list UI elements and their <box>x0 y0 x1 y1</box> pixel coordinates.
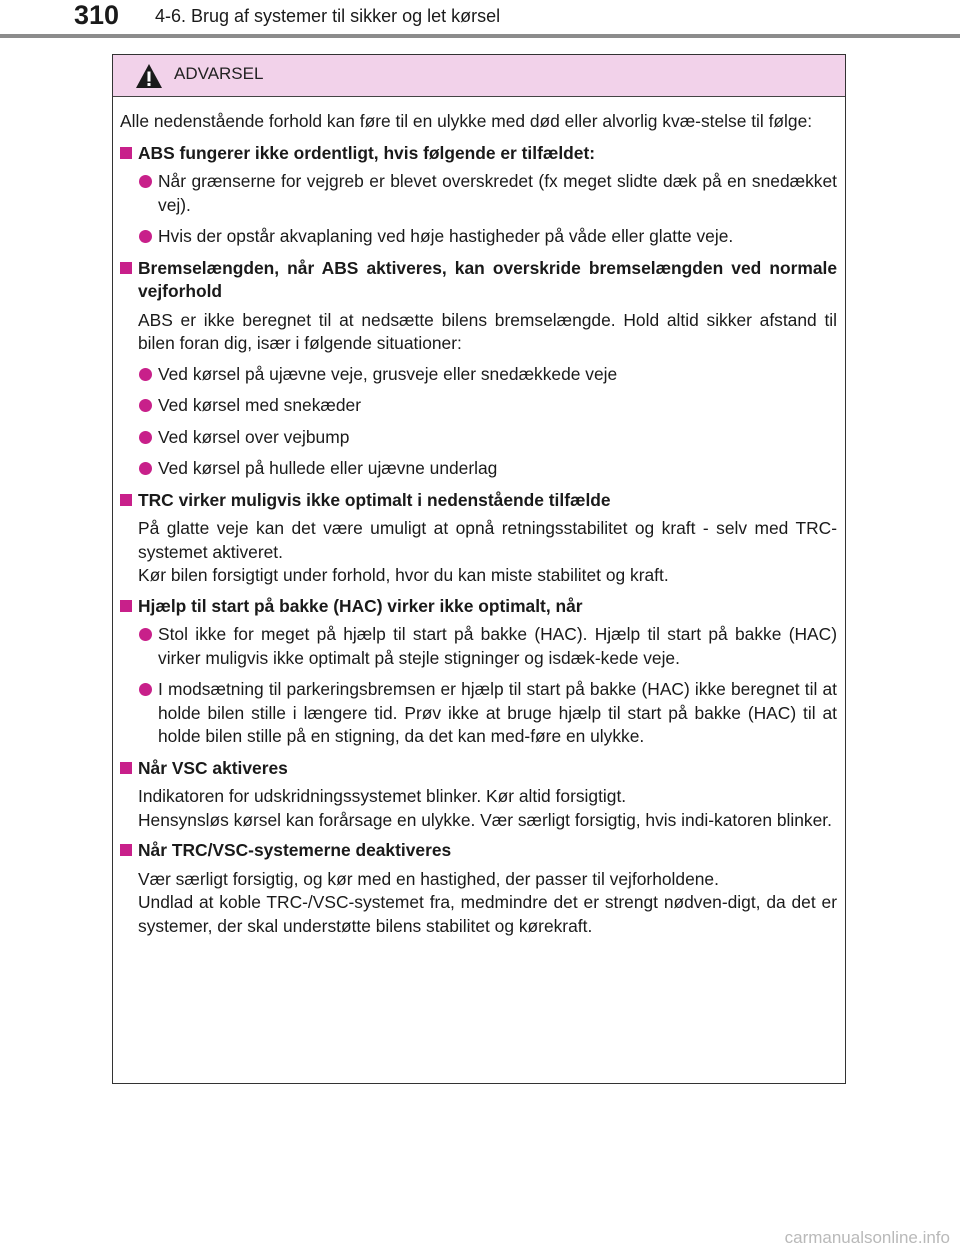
section-heading-text: ABS fungerer ikke ordentligt, hvis følgende er tilfældet: <box>138 142 596 163</box>
section-heading-trc-vsc-off <box>120 839 837 863</box>
circle-bullet-icon <box>139 175 152 188</box>
warning-box <box>112 54 846 1084</box>
list-item-text: Når grænserne for vejgreb er blevet overskredet (fx meget slidte dæk på en snedækket vej). <box>158 171 837 215</box>
square-bullet-icon <box>120 762 132 774</box>
section-paragraph: Hensynsløs kørsel kan forårsage en ulykke. Vær særligt forsigtig, hvis indi-katoren blinker. <box>138 809 832 830</box>
section-heading-text: Hjælp til start på bakke (HAC) virker ikke optimalt, når <box>138 595 583 616</box>
list-item-text: Ved kørsel med snekæder <box>158 395 361 415</box>
section-title: 4-6. Brug af systemer til sikker og let kørsel <box>155 6 501 26</box>
circle-bullet-icon <box>139 230 152 243</box>
circle-bullet-icon <box>139 462 152 475</box>
list-item-text: Ved kørsel på ujævne veje, grusveje eller snedækkede veje <box>158 363 618 384</box>
circle-bullet-icon <box>139 399 152 412</box>
square-bullet-icon <box>120 262 132 274</box>
circle-bullet-icon <box>139 683 152 696</box>
list-item <box>120 678 837 749</box>
list-item <box>120 363 837 387</box>
section-paragraph: Indikatoren for udskridningssystemet blinker. Kør altid forsigtigt. <box>138 786 627 806</box>
section-heading-vsc <box>120 757 837 781</box>
list-item-text: Ved kørsel over vejbump <box>158 426 350 447</box>
warning-label: ADVARSEL <box>174 64 264 83</box>
section-heading-text: TRC virker muligvis ikke optimalt i nedenstående tilfælde <box>138 489 611 510</box>
square-bullet-icon <box>120 147 132 159</box>
section-heading-abs <box>120 142 837 166</box>
list-item <box>120 394 837 418</box>
section-heading-text: Bremselængden, når ABS aktiveres, kan overskride bremselængden ved normale vejforhold <box>138 257 837 301</box>
warning-body <box>113 97 845 938</box>
list-item-text: Hvis der opstår akvaplaning ved høje hastigheder på våde eller glatte veje. <box>158 226 734 246</box>
section-paragraph: Kør bilen forsigtigt under forhold, hvor du kan miste stabilitet og kraft. <box>138 565 669 585</box>
list-item <box>120 623 837 670</box>
section-paragraph: Vær særligt forsigtig, og kør med en hastighed, der passer til vejforholdene. <box>138 868 719 889</box>
warning-triangle-icon <box>135 63 163 89</box>
circle-bullet-icon <box>139 628 152 641</box>
page-header <box>0 0 960 40</box>
watermark: carmanualsonline.info <box>784 1228 950 1247</box>
section-heading-text: Når TRC/VSC-systemerne deaktiveres <box>138 840 452 860</box>
section-paragraph: ABS er ikke beregnet til at nedsætte bilens bremselængde. Hold altid sikker afstand til bilen foran dig, især i følgende situationer: <box>138 309 837 353</box>
section-heading-trc <box>120 489 837 513</box>
section-heading-text: Når VSC aktiveres <box>138 757 288 778</box>
list-item <box>120 426 837 450</box>
warning-header <box>113 55 845 97</box>
list-item-text: I modsætning til parkeringsbremsen er hjælp til start på bakke (HAC) ikke beregnet til at holde bilen stille i længere tid. Prøv ikke at bruge hjælp til start på bakke (HAC) til at holde bilen stille på en stigning, da det kan med-føre en ulykke. <box>158 679 837 746</box>
warning-intro: Alle nedenstående forhold kan føre til en ulykke med død eller alvorlig kvæ-stelse til følge: <box>120 111 813 131</box>
list-item <box>120 225 837 249</box>
section-heading-hac <box>120 595 837 619</box>
circle-bullet-icon <box>139 431 152 444</box>
square-bullet-icon <box>120 844 132 856</box>
square-bullet-icon <box>120 600 132 612</box>
list-item-text: Stol ikke for meget på hjælp til start på bakke (HAC). Hjælp til start på bakke (HAC) virker muligvis ikke optimalt på stejle stigninger og isdæk-kede veje. <box>158 624 837 668</box>
list-item-text: Ved kørsel på hullede eller ujævne underlag <box>158 458 498 478</box>
square-bullet-icon <box>120 494 132 506</box>
header-rule <box>0 34 960 38</box>
circle-bullet-icon <box>139 368 152 381</box>
list-item <box>120 457 837 481</box>
list-item <box>120 170 837 217</box>
section-paragraph: På glatte veje kan det være umuligt at opnå retningsstabilitet og kraft - selv med TRC-systemet aktiveret. <box>138 518 837 562</box>
page-number: 310 <box>74 0 120 30</box>
section-paragraph: Undlad at koble TRC-/VSC-systemet fra, medmindre det er strengt nødven-digt, da det er systemer, der skal understøtte bilens stabilitet og kørekraft. <box>138 892 837 936</box>
section-heading-braking-distance <box>120 257 837 304</box>
